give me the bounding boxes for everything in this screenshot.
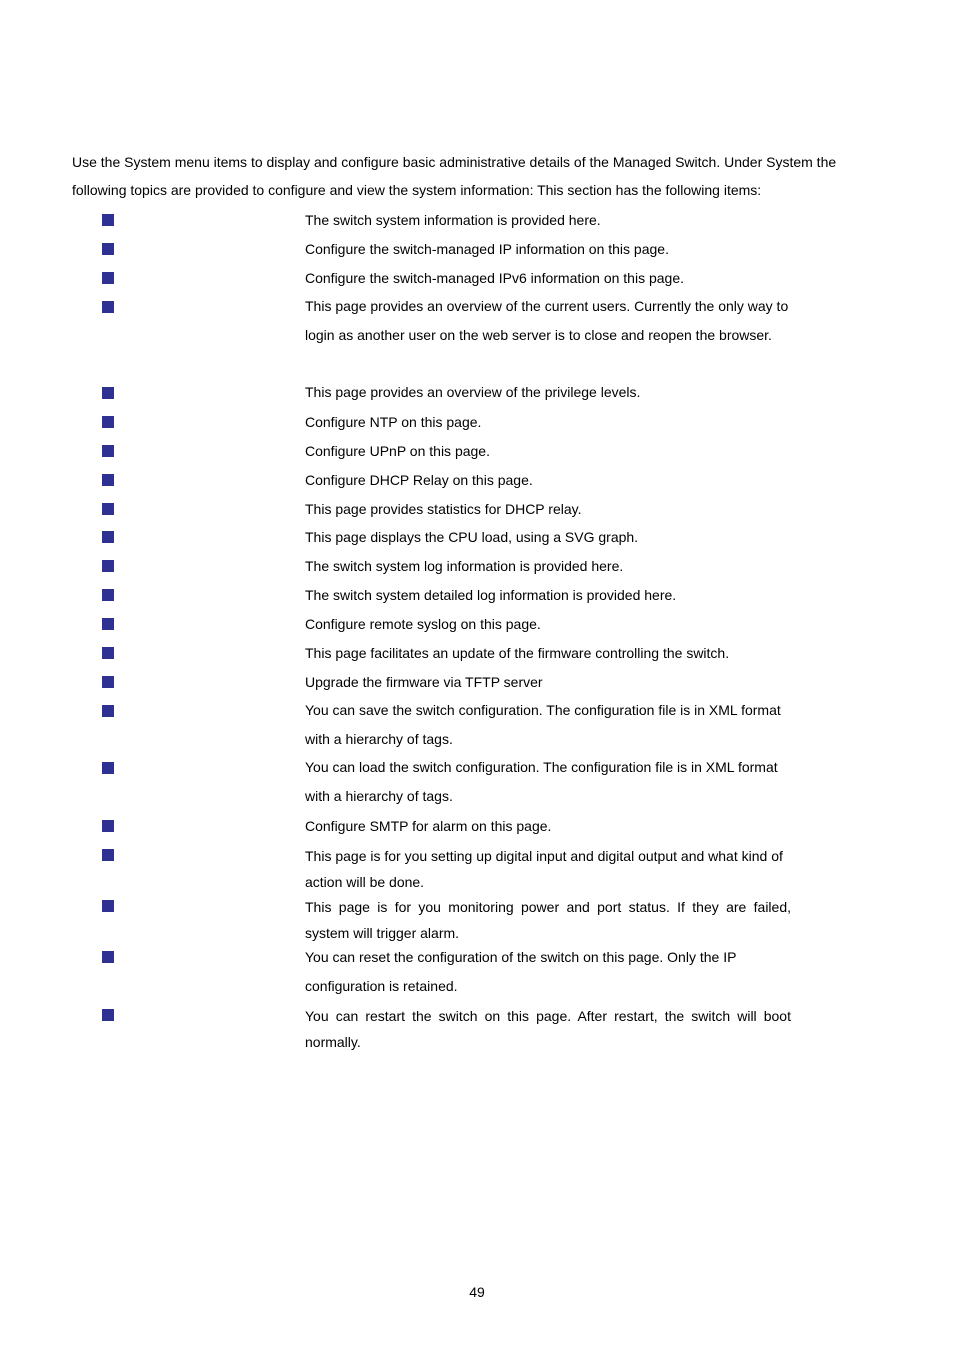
item-description: This page facilitates an update of the firmware controlling the switch.: [305, 645, 730, 661]
square-bullet-icon: [102, 1009, 114, 1021]
square-bullet-icon: [102, 503, 114, 515]
square-bullet-icon: [102, 618, 114, 630]
square-bullet-icon: [102, 474, 114, 486]
square-bullet-icon: [102, 416, 114, 428]
square-bullet-icon: [102, 900, 114, 912]
item-description: This page displays the CPU load, using a SVG graph.: [305, 529, 639, 545]
square-bullet-icon: [102, 951, 114, 963]
square-bullet-icon: [102, 560, 114, 572]
item-description: Configure the switch-managed IPv6 information on this page.: [305, 270, 684, 286]
item-description: The switch system detailed log information is provided here.: [305, 587, 677, 603]
square-bullet-icon: [102, 589, 114, 601]
square-bullet-icon: [102, 820, 114, 832]
square-bullet-icon: [102, 214, 114, 226]
item-description: Upgrade the firmware via TFTP server: [305, 674, 543, 690]
item-description: This page is for you monitoring power and port status. If they are failed, system will trigger alarm.: [305, 899, 791, 941]
item-description: You can reset the configuration of the switch on this page. Only the IP configuration is retained.: [305, 949, 737, 994]
item-description: This page provides statistics for DHCP relay.: [305, 501, 582, 517]
item-description: Configure SMTP for alarm on this page.: [305, 818, 552, 834]
square-bullet-icon: [102, 676, 114, 688]
square-bullet-icon: [102, 762, 114, 774]
item-description: This page provides an overview of the privilege levels.: [305, 384, 641, 400]
square-bullet-icon: [102, 272, 114, 284]
square-bullet-icon: [102, 387, 114, 399]
item-description: Configure UPnP on this page.: [305, 443, 490, 459]
intro-paragraph: Use the System menu items to display and configure basic administrative details of the Managed Switch. Under System the following topics are provided to configure and view the system information: This section has the following items:: [72, 154, 837, 198]
square-bullet-icon: [102, 243, 114, 255]
square-bullet-icon: [102, 301, 114, 313]
item-description: The switch system information is provided here.: [305, 212, 601, 228]
square-bullet-icon: [102, 849, 114, 861]
item-description: The switch system log information is provided here.: [305, 558, 624, 574]
item-description: Configure remote syslog on this page.: [305, 616, 541, 632]
item-description: You can restart the switch on this page. After restart, the switch will boot normally.: [305, 1008, 791, 1050]
square-bullet-icon: [102, 647, 114, 659]
item-description: Configure NTP on this page.: [305, 414, 482, 430]
item-description: This page is for you setting up digital input and digital output and what kind of action will be done.: [305, 848, 783, 890]
item-description: Configure the switch-managed IP information on this page.: [305, 241, 669, 257]
item-description: You can save the switch configuration. The configuration file is in XML format with a hierarchy of tags.: [305, 702, 781, 747]
square-bullet-icon: [102, 445, 114, 457]
square-bullet-icon: [102, 705, 114, 717]
square-bullet-icon: [102, 531, 114, 543]
item-description: Configure DHCP Relay on this page.: [305, 472, 533, 488]
page-number: 49: [469, 1284, 485, 1300]
item-description: You can load the switch configuration. The configuration file is in XML format with a hierarchy of tags.: [305, 759, 778, 804]
item-description: This page provides an overview of the current users. Currently the only way to login as another user on the web server is to close and reopen the browser.: [305, 298, 789, 343]
